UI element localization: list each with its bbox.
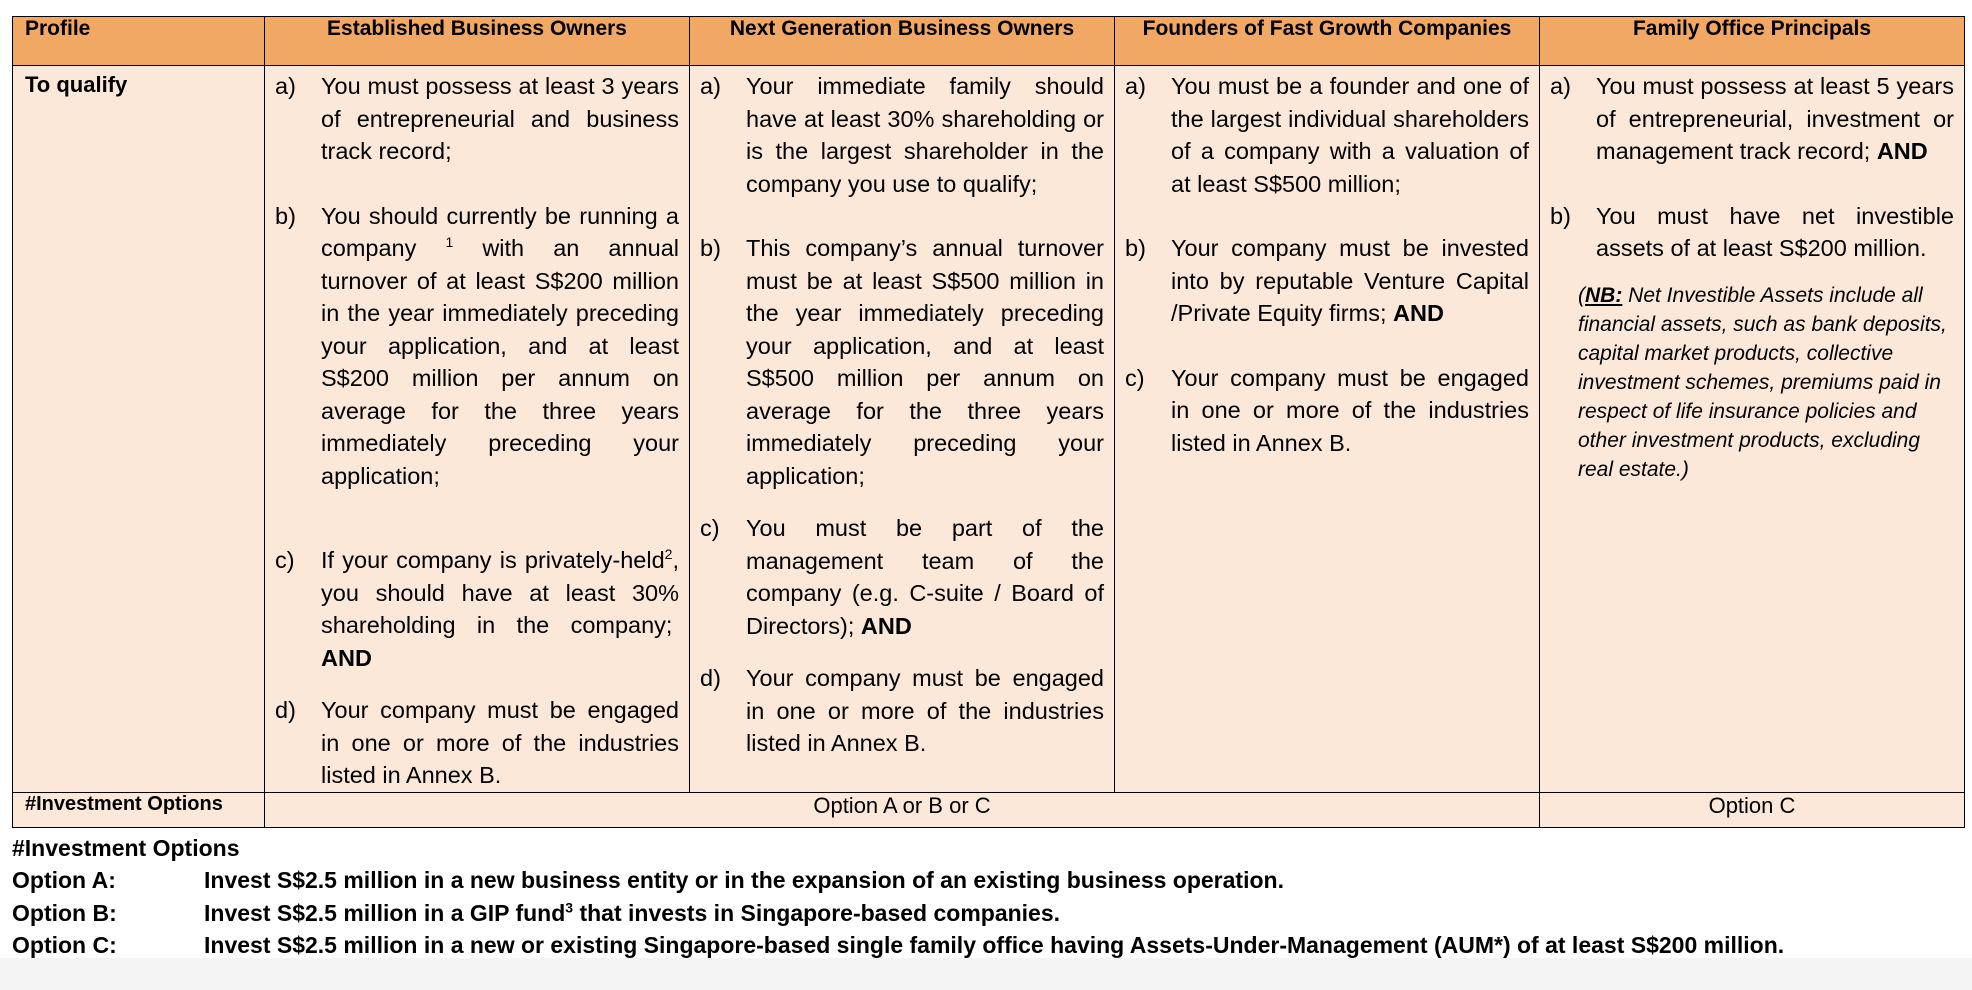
- and-keyword: AND: [1393, 300, 1444, 326]
- and-keyword: AND: [321, 644, 372, 671]
- criterion-item: [1550, 200, 1954, 265]
- criterion-item: [700, 232, 1104, 492]
- nb-label: NB:: [1585, 283, 1623, 307]
- to-qualify-row: [13, 66, 1965, 793]
- investment-options-main: Option A or B or C: [265, 792, 1540, 827]
- item-marker: b): [1125, 235, 1146, 261]
- option-label: Option B:: [12, 899, 117, 926]
- founders-criteria-cell: [1115, 66, 1540, 793]
- item-text: Your immediate family should have at least 30% shareholding or is the largest shareholder in the company you use to qualify;: [746, 73, 1104, 197]
- criterion-item: [275, 544, 679, 674]
- item-text: If your company is privately-held$^2$, you should have at least 30% shareholding in the company; AND: [321, 546, 679, 671]
- header-family-office-principals: Family Office Principals: [1540, 17, 1965, 66]
- item-marker: a): [1125, 73, 1146, 99]
- eligibility-table: [12, 16, 1965, 828]
- item-marker: a): [275, 73, 296, 99]
- footnote-ref: 3: [565, 898, 574, 915]
- item-text: You must be a founder and one of the largest individual shareholders of a company with a valuation of at least S$500 million;: [1171, 73, 1529, 197]
- option-text: Invest S$2.5 million in a new business entity or in the expansion of an existing business operation.: [204, 867, 1284, 893]
- item-marker: c): [275, 547, 295, 573]
- criterion-item: [1550, 70, 1954, 168]
- item-text: Your company must be invested into by reputable Venture Capital /Private Equity firms; AND: [1171, 235, 1529, 326]
- criterion-item: [700, 512, 1104, 642]
- established-criteria-cell: [265, 66, 690, 793]
- net-investible-assets-note: (NB: Net Investible Assets include all financial assets, such as bank deposits, capital market products, collective investment schemes, premiums paid in respect of life insurance policies and other investment products, excluding real estate.): [1578, 283, 1947, 481]
- row-label-to-qualify: To qualify: [25, 72, 128, 97]
- investment-options-label: #Investment Options: [13, 792, 265, 827]
- footnote-ref: 1: [445, 234, 454, 251]
- page-bottom-margin: [0, 958, 1972, 990]
- item-text: Your company must be engaged in one or more of the industries listed in Annex B.: [1171, 364, 1529, 456]
- criterion-item: [275, 70, 679, 168]
- and-keyword: AND: [860, 612, 912, 639]
- item-marker: a): [700, 73, 721, 99]
- footnote-title: #Investment Options: [12, 835, 240, 861]
- option-b-line: [12, 897, 1952, 930]
- family-office-criteria-cell: [1540, 66, 1965, 793]
- table-header-row: [13, 17, 1965, 66]
- item-text: This company’s annual turnover must be at least S$500 million in the year immediately preceding your application, and at least S$500 million per annum on average for the three years immediately preceding your application;: [746, 235, 1104, 489]
- item-marker: d): [275, 697, 296, 723]
- item-text: You must be part of the management team of the company (e.g. C-suite / Board of Directors); AND: [746, 515, 1104, 639]
- option-c-line: [12, 929, 1952, 962]
- item-text: You must possess at least 5 years of entrepreneurial, investment or management track record; AND: [1596, 73, 1954, 164]
- item-marker: c): [700, 515, 720, 541]
- option-text: Invest S$2.5 million in a GIP fund$^3$ that invests in Singapore-based companies.: [204, 898, 1061, 926]
- option-text: Invest S$2.5 million in a new or existing Singapore-based single family office having Assets-Under-Management (AUM*) of at least S$200 million.: [204, 932, 1785, 958]
- header-founders-fast-growth: Founders of Fast Growth Companies: [1115, 17, 1540, 66]
- item-marker: b): [275, 202, 296, 229]
- item-marker: b): [700, 235, 721, 261]
- and-keyword: AND: [1876, 138, 1928, 164]
- criterion-item: [700, 70, 1104, 200]
- item-marker: d): [700, 665, 721, 691]
- item-text: Your company must be engaged in one or more of the industries listed in Annex B.: [746, 665, 1104, 756]
- option-a-line: [12, 864, 1952, 897]
- header-established-business-owners: Established Business Owners: [265, 17, 690, 66]
- investment-options-row: [13, 792, 1965, 827]
- option-label: Option C:: [12, 932, 117, 958]
- criterion-item: [700, 662, 1104, 760]
- criterion-item: [1125, 362, 1529, 460]
- criterion-item: [275, 200, 679, 493]
- option-label: Option A:: [12, 867, 116, 893]
- investment-options-family: Option C: [1540, 792, 1965, 827]
- item-text: You must possess at least 3 years of entrepreneurial and business track record;: [321, 73, 679, 164]
- header-next-generation-business-owners: Next Generation Business Owners: [690, 17, 1115, 66]
- item-text: Your company must be engaged in one or more of the industries listed in Annex B.: [321, 697, 679, 788]
- criterion-item: [1125, 70, 1529, 200]
- footnote-ref: 2: [664, 546, 673, 563]
- criterion-item: [1125, 232, 1529, 330]
- item-text: You should currently be running a company $^1$ with an annual turnover of at least S$200 million in the year immediately preceding your application, and at least S$200 million per annum on average for the three years immediately preceding your application;: [321, 202, 679, 489]
- header-profile: Profile: [13, 17, 265, 66]
- item-marker: c): [1125, 364, 1145, 391]
- investment-options-footnote: [12, 832, 1952, 962]
- next-gen-criteria-cell: [690, 66, 1115, 793]
- row-label-cell: [13, 66, 265, 793]
- criterion-item: [275, 694, 679, 792]
- item-marker: a): [1550, 73, 1571, 99]
- item-text: You must have net investible assets of at least S$200 million.: [1596, 202, 1954, 261]
- item-marker: b): [1550, 202, 1571, 229]
